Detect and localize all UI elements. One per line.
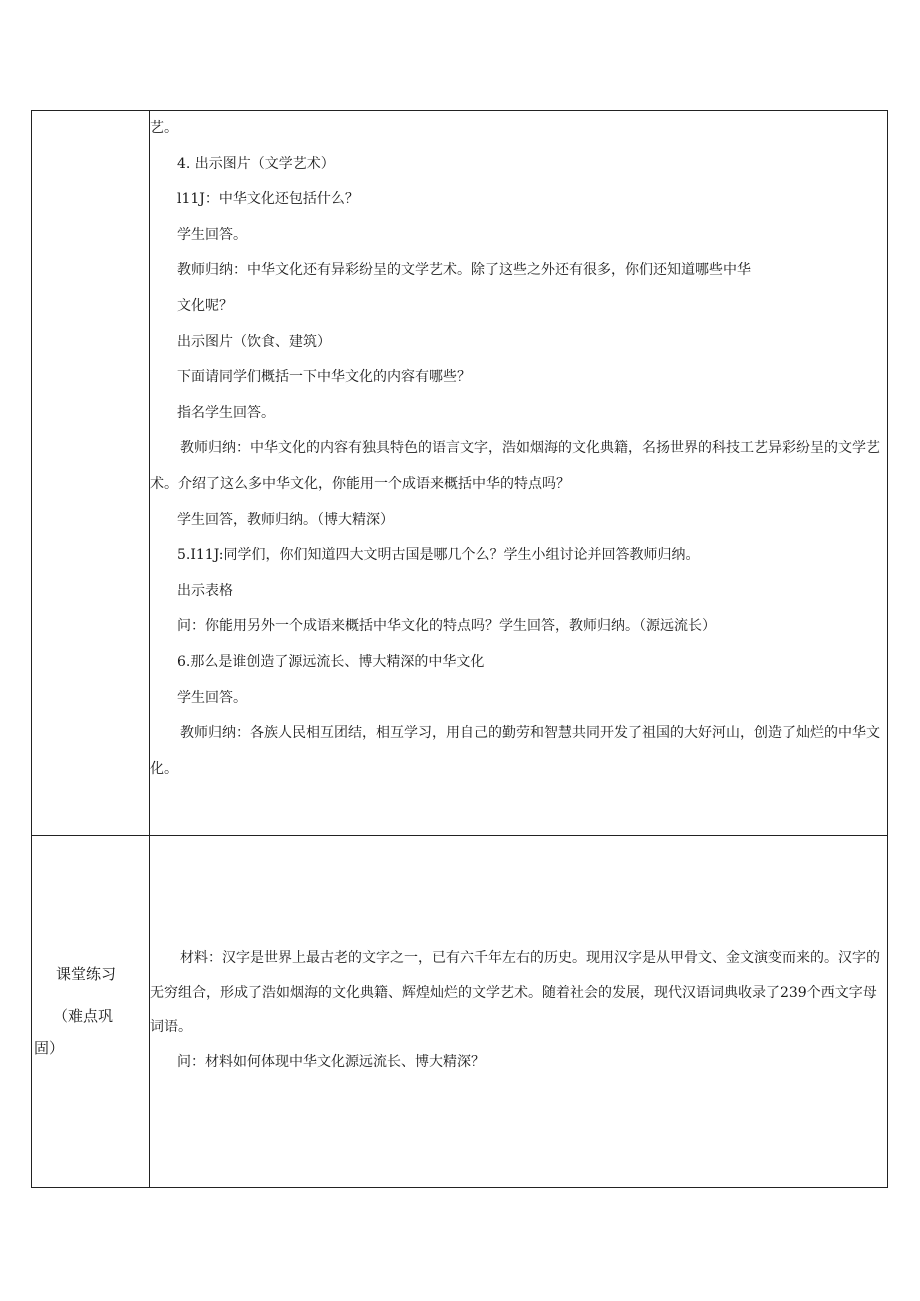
lesson-paragraph: 文化呢？ <box>177 297 233 314</box>
row-label-cell-empty <box>32 111 150 836</box>
lesson-paragraph: 学生回答。 <box>177 689 247 706</box>
teaching-process-row <box>32 111 888 836</box>
lesson-paragraph: 5.I11J:同学们，你们知道四大文明古国是哪几个么？学生小组讨论并回答教师归纳。 <box>177 547 700 564</box>
lesson-paragraph: 问：你能用另外一个成语来概括中华文化的特点吗？学生回答，教师归纳。（源远流长） <box>177 618 716 635</box>
practice-label-title: 课堂练习 <box>56 965 117 983</box>
lesson-paragraph: 教师归纳：中华文化还有异彩纷呈的文学艺术。除了这些之外还有很多，你们还知道哪些中华 <box>177 262 751 279</box>
practice-material: 材料：汉字是世界上最古老的文字之一，已有六千年左右的历史。现用汉字是从甲骨文、金文演变而来的。汉字的无穷组合，形成了浩如烟海的文化典籍、辉煌灿烂的文学艺术。随着社会的发展，现代汉语词典收录了239个西文字母词语。 <box>150 950 880 1035</box>
lesson-paragraph: 下面请同学们概括一下中华文化的内容有哪些？ <box>177 369 471 386</box>
lesson-paragraph: 教师归纳：中华文化的内容有独具特色的语言文字，浩如烟海的文化典籍，名扬世界的科技工艺异彩纷呈的文学艺术。介绍了这么多中华文化，你能用一个成语来概括中华的特点吗？ <box>150 440 880 492</box>
lesson-paragraph: 学生回答。 <box>177 226 247 243</box>
practice-label-sub-end: 固） <box>34 1039 65 1057</box>
practice-label-sub: （难点巩 <box>53 1007 114 1025</box>
lesson-plan-table <box>31 110 888 1188</box>
lesson-paragraph: 学生回答，教师归纳。（博大精深） <box>177 511 394 528</box>
practice-content <box>150 836 888 1188</box>
practice-label-cell <box>32 836 150 1188</box>
lesson-paragraph: 艺。 <box>150 120 178 136</box>
lesson-paragraph: l11J：中华文化还包括什么？ <box>177 191 359 208</box>
practice-question: 问：材料如何体现中华文化源远流长、博大精深？ <box>177 1053 485 1070</box>
lesson-paragraph: 指名学生回答。 <box>177 404 275 421</box>
practice-row <box>32 836 888 1188</box>
teaching-process-content <box>150 111 888 836</box>
lesson-paragraph: 4. 出示图片（文学艺术） <box>177 155 335 172</box>
lesson-paragraph: 教师归纳：各族人民相互团结，相互学习，用自己的勤劳和智慧共同开发了祖国的大好河山，创造了灿烂的中华文化。 <box>150 725 880 777</box>
lesson-paragraph: 6.那么是谁创造了源远流长、博大精深的中华文化 <box>177 653 485 670</box>
lesson-paragraph: 出示图片（饮食、建筑） <box>177 333 331 350</box>
lesson-paragraph: 出示表格 <box>177 582 233 599</box>
